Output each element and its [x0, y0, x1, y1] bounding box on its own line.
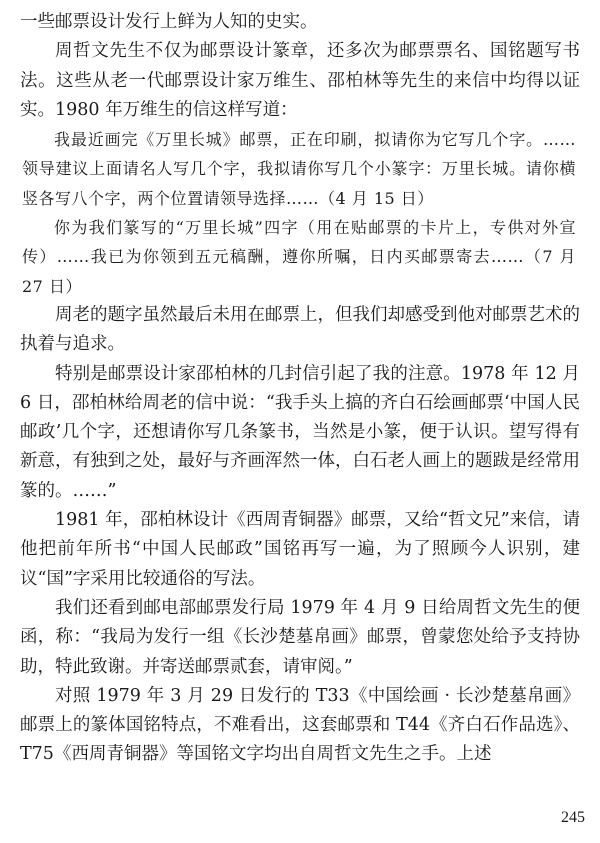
paragraph-4: 特别是邮票设计家邵柏林的几封信引起了我的注意。1978 年 12 月 6 日，邵柏林给周老的信中说：“我手头上搞的齐白石绘画邮票‘中国人民邮政’几个字，还想请你写几条篆书，当然是小篆，便于认识。望写得有新意，有独到之处，最好与齐画浑然一体，白石老人画上的题跋是经常用篆的。……” — [20, 363, 580, 501]
paragraph-6: 我们还看到邮电部邮票发行局 1979 年 4 月 9 日给周哲文先生的便函，称：“我局为发行一组《长沙楚墓帛画》邮票，曾蒙您处给予支持协助，特此致谢。并寄送邮票贰套，请审阅。” — [20, 597, 580, 677]
paragraph-5: 1981 年，邵柏林设计《西周青铜器》邮票，又给“哲文兄”来信，请他把前年所书“中国人民邮政”国铭再写一遍，为了照顾今人识别，建议“国”字采用比较通俗的写法。 — [20, 510, 580, 589]
book-page — [20, 8, 580, 843]
letter-quote-2: 你为我们篆写的“万里长城”四字（用在贴邮票的卡片上，专供对外宣传）……我已为你领到五元稿酬，遵你所嘱，日内买邮票寄去……（7 月 27 日） — [22, 218, 576, 296]
paragraph-1: 一些邮票设计发行上鲜为人知的史实。 — [20, 12, 318, 32]
letter-quote-1: 我最近画完《万里长城》邮票，正在印刷，拟请你为它写几个字。……领导建议上面请名人写几个字，我拟请你写几个小篆字：万里长城。请你横竖各写八个字，两个位置请领导选择……（4 月 15 日） — [22, 130, 576, 208]
page-number: 245 — [561, 809, 585, 826]
paragraph-2: 周哲文先生不仅为邮票设计篆章，还多次为邮票票名、国铭题写书法。这些从老一代邮票设计家万维生、邵柏林等先生的来信中均得以证实。1980 年万维生的信这样写道： — [20, 41, 580, 120]
paragraph-3: 周老的题字虽然最后未用在邮票上，但我们却感受到他对邮票艺术的执着与追求。 — [20, 304, 580, 355]
paragraph-7: 对照 1979 年 3 月 29 日发行的 T33《中国绘画 · 长沙楚墓帛画》邮票上的篆体国铭特点，不难看出，这套邮票和 T44《齐白石作品选》、T75《西周青铜器》等国铭文字均出自周哲文先生之手。上述 — [20, 685, 580, 765]
